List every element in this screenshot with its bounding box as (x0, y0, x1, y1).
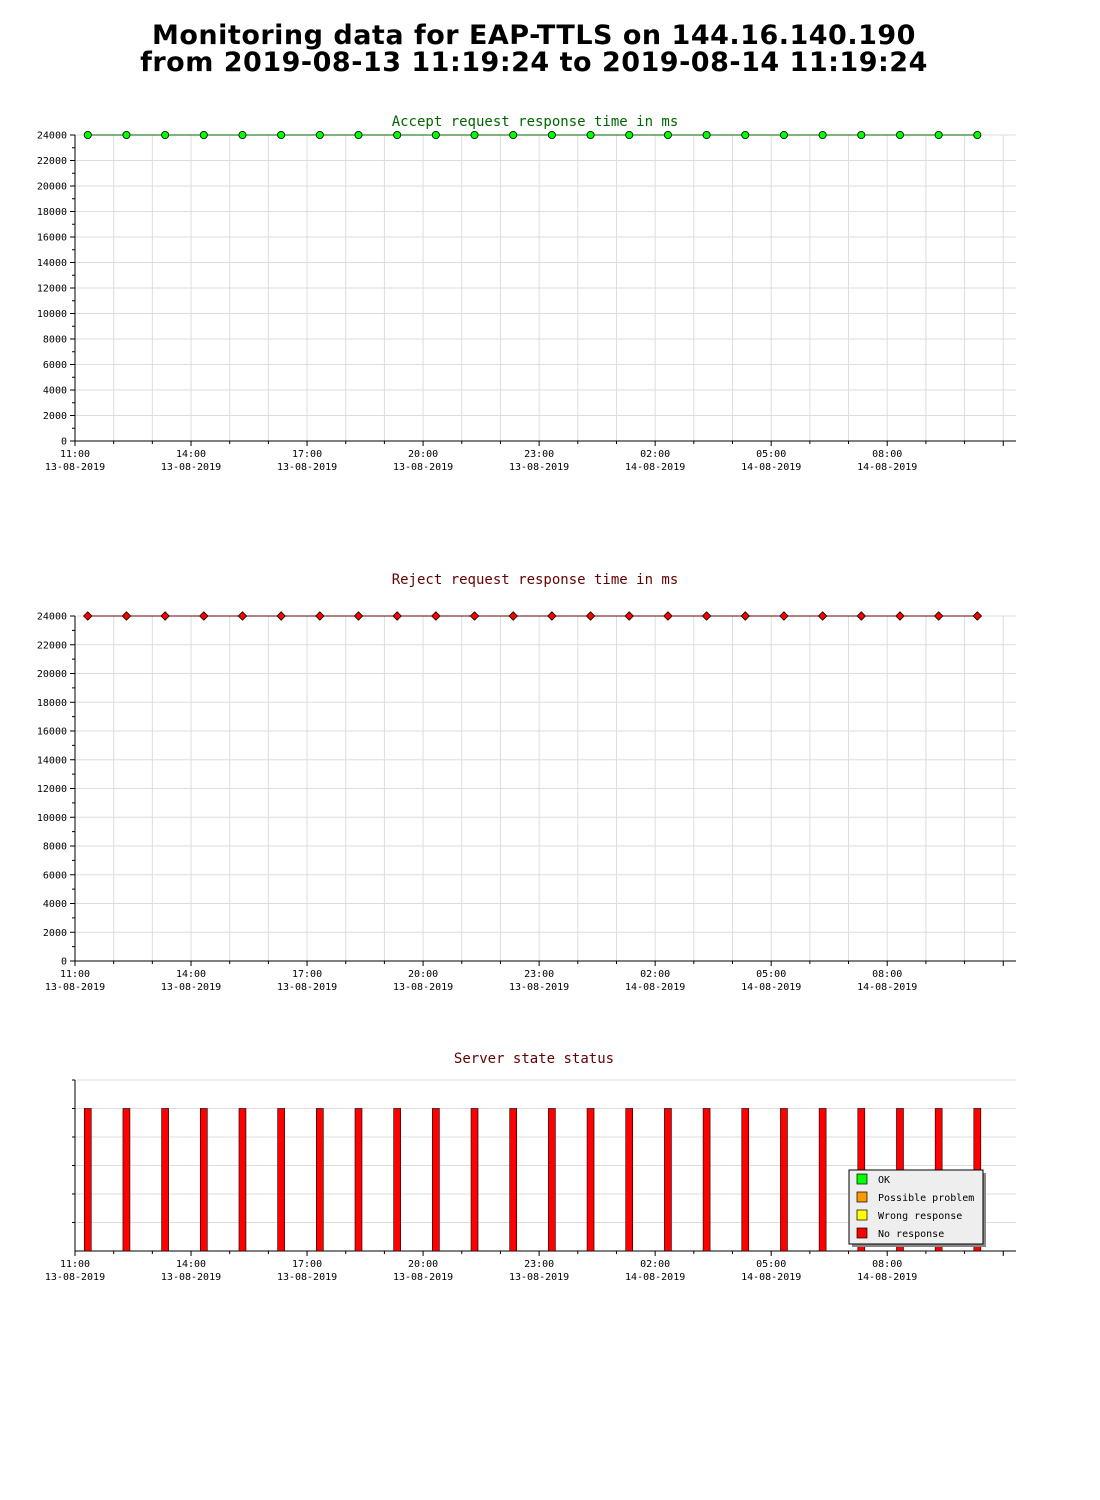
accept-x-tick-label: 11:00 (59, 449, 91, 460)
reject-x-date-label: 13-08-2019 (392, 982, 454, 993)
status-bar (742, 1109, 749, 1252)
accept-data-point (896, 131, 903, 138)
accept-data-point (355, 131, 362, 138)
legend-label: Possible problem (878, 1193, 975, 1204)
reject-y-tick-label: 0 (60, 956, 67, 968)
accept-y-tick-label: 0 (60, 436, 67, 448)
reject-x-date-label: 13-08-2019 (160, 982, 222, 993)
reject-y-tick-label: 2000 (42, 927, 67, 939)
status-x-date-label: 13-08-2019 (160, 1272, 222, 1283)
status-x-tick-label: 02:00 (640, 1259, 671, 1270)
reject-data-point (934, 612, 942, 620)
reject-data-point (354, 612, 362, 620)
accept-data-point (471, 131, 478, 138)
reject-data-point (470, 612, 478, 620)
accept-data-point (162, 131, 169, 138)
legend-swatch (857, 1228, 867, 1238)
reject-data-point (509, 612, 517, 620)
reject-data-point (818, 612, 826, 620)
status-bar (355, 1109, 362, 1252)
reject-x-tick-label: 20:00 (408, 969, 439, 980)
legend-label: No response (878, 1229, 945, 1240)
accept-y-tick-label: 18000 (36, 207, 67, 218)
reject-x-tick-label: 11:00 (59, 969, 91, 980)
reject-title: Reject request response time in ms (391, 572, 679, 588)
accept-x-date-label: 14-08-2019 (741, 462, 802, 473)
reject-x-date-label: 14-08-2019 (625, 982, 686, 993)
reject-y-tick-label: 14000 (36, 755, 67, 767)
status-bar (278, 1109, 285, 1252)
status-bar (239, 1109, 246, 1252)
accept-y-tick-label: 10000 (36, 309, 67, 320)
reject-y-tick-label: 4000 (42, 899, 67, 910)
status-bar (664, 1109, 671, 1252)
reject-data-point (973, 612, 981, 620)
status-x-tick-label: 20:00 (408, 1259, 439, 1270)
accept-x-tick-label: 14:00 (175, 449, 207, 460)
accept-y-tick-label: 14000 (36, 258, 67, 269)
accept-data-point (510, 131, 517, 138)
accept-data-point (432, 131, 439, 138)
reject-x-date-label: 13-08-2019 (509, 982, 570, 993)
reject-x-tick-label: 23:00 (524, 969, 555, 980)
accept-x-date-label: 13-08-2019 (276, 462, 338, 473)
accept-data-point (974, 131, 981, 138)
reject-data-point (277, 612, 285, 620)
reject-data-point (122, 612, 130, 620)
reject-x-tick-label: 17:00 (292, 969, 323, 980)
accept-x-tick-label: 17:00 (292, 449, 323, 460)
accept-x-date-label: 13-08-2019 (392, 462, 454, 473)
server-status-chart (0, 1040, 1100, 1300)
accept-data-point (200, 131, 207, 138)
reject-x-date-label: 14-08-2019 (741, 982, 802, 993)
status-x-date-label: 13-08-2019 (276, 1272, 338, 1283)
accept-data-point (742, 131, 749, 138)
reject-data-point (741, 612, 749, 620)
accept-y-tick-label: 16000 (36, 232, 67, 244)
reject-data-point (664, 612, 672, 620)
accept-data-point (858, 131, 865, 138)
status-bar (162, 1109, 169, 1252)
reject-x-tick-label: 05:00 (756, 969, 787, 980)
status-x-date-label: 13-08-2019 (509, 1272, 570, 1283)
status-bar (432, 1109, 439, 1252)
accept-y-tick-label: 8000 (42, 334, 67, 346)
accept-data-point (548, 131, 555, 138)
accept-data-point (394, 131, 401, 138)
status-bar (510, 1109, 517, 1252)
status-x-date-label: 14-08-2019 (857, 1272, 918, 1283)
status-x-tick-label: 14:00 (175, 1259, 207, 1270)
status-bar (84, 1109, 91, 1252)
reject-data-point (238, 612, 246, 620)
reject-y-tick-label: 22000 (36, 640, 67, 652)
reject-data-point (432, 612, 440, 620)
reject-data-point (84, 612, 92, 620)
accept-y-tick-label: 22000 (36, 156, 67, 167)
reject-x-date-label: 13-08-2019 (276, 982, 338, 993)
status-bar (316, 1109, 323, 1252)
page-title (0, 22, 1068, 76)
reject-y-tick-label: 18000 (36, 697, 67, 709)
accept-data-point (703, 131, 710, 138)
reject-data-point (702, 612, 710, 620)
reject-x-date-label: 13-08-2019 (44, 982, 106, 993)
accept-x-date-label: 14-08-2019 (625, 462, 686, 473)
reject-y-tick-label: 20000 (36, 669, 67, 680)
reject-x-date-label: 14-08-2019 (857, 982, 918, 993)
reject-data-point (393, 612, 401, 620)
reject-data-point (780, 612, 788, 620)
reject-y-tick-label: 12000 (36, 784, 67, 795)
reject-data-point (896, 612, 904, 620)
reject-data-point (548, 612, 556, 620)
status-x-date-label: 14-08-2019 (741, 1272, 802, 1283)
accept-x-date-label: 13-08-2019 (160, 462, 222, 473)
reject-x-tick-label: 14:00 (175, 969, 207, 980)
reject-y-tick-label: 6000 (42, 870, 67, 882)
status-bar (626, 1109, 633, 1252)
status-x-tick-label: 11:00 (59, 1259, 91, 1270)
status-bar (780, 1109, 787, 1252)
accept-x-date-label: 13-08-2019 (44, 462, 106, 473)
legend-swatch (857, 1174, 867, 1184)
status-bar (123, 1109, 130, 1252)
reject-x-tick-label: 02:00 (640, 969, 671, 980)
status-x-date-label: 13-08-2019 (392, 1272, 454, 1283)
accept-data-point (819, 131, 826, 138)
reject-y-tick-label: 8000 (42, 841, 67, 853)
accept-x-tick-label: 23:00 (524, 449, 555, 460)
reject-data-point (200, 612, 208, 620)
page-title-line2: from 2019-08-13 11:19:24 to 2019-08-14 11:19:24 (140, 47, 928, 78)
accept-y-tick-label: 6000 (42, 360, 67, 371)
accept-data-point (84, 131, 91, 138)
accept-response-chart (0, 105, 1100, 485)
status-bar (587, 1109, 594, 1252)
status-x-date-label: 14-08-2019 (625, 1272, 686, 1283)
accept-data-point (664, 131, 671, 138)
accept-y-tick-label: 2000 (42, 411, 67, 422)
reject-x-tick-label: 08:00 (872, 969, 903, 980)
accept-x-date-label: 13-08-2019 (509, 462, 570, 473)
accept-x-date-label: 14-08-2019 (857, 462, 918, 473)
reject-y-tick-label: 10000 (36, 812, 67, 824)
reject-response-chart (0, 565, 1100, 993)
status-x-tick-label: 17:00 (292, 1259, 323, 1270)
status-bar (819, 1109, 826, 1252)
accept-data-point (780, 131, 787, 138)
accept-data-point (316, 131, 323, 138)
status-x-tick-label: 08:00 (872, 1259, 903, 1270)
accept-y-tick-label: 24000 (36, 130, 67, 142)
accept-title: Accept request response time in ms (391, 114, 679, 130)
reject-y-tick-label: 24000 (36, 611, 67, 623)
status-x-date-label: 13-08-2019 (44, 1272, 106, 1283)
accept-data-point (239, 131, 246, 138)
status-title: Server state status (453, 1051, 615, 1067)
legend-swatch (857, 1210, 867, 1220)
status-bar (200, 1109, 207, 1252)
accept-data-point (626, 131, 633, 138)
accept-y-tick-label: 20000 (36, 181, 67, 193)
status-x-tick-label: 23:00 (524, 1259, 555, 1270)
accept-y-tick-label: 4000 (42, 385, 67, 397)
legend-label: OK (878, 1175, 891, 1186)
legend-swatch (857, 1192, 867, 1202)
reject-data-point (586, 612, 594, 620)
accept-x-tick-label: 05:00 (756, 449, 787, 460)
accept-data-point (935, 131, 942, 138)
reject-data-point (857, 612, 865, 620)
page-title-line1: Monitoring data for EAP-TTLS on 144.16.140.190 (152, 20, 916, 51)
accept-x-tick-label: 08:00 (872, 449, 903, 460)
accept-data-point (123, 131, 130, 138)
accept-data-point (587, 131, 594, 138)
accept-x-tick-label: 20:00 (408, 449, 439, 460)
status-bar (471, 1109, 478, 1252)
legend-label: Wrong response (878, 1211, 963, 1222)
status-bar (548, 1109, 555, 1252)
reject-data-point (161, 612, 169, 620)
accept-data-point (278, 131, 285, 138)
reject-data-point (625, 612, 633, 620)
reject-y-tick-label: 16000 (36, 726, 67, 738)
reject-data-point (316, 612, 324, 620)
status-x-tick-label: 05:00 (756, 1259, 787, 1270)
accept-y-tick-label: 12000 (36, 283, 67, 295)
status-bar (703, 1109, 710, 1252)
accept-x-tick-label: 02:00 (640, 449, 671, 460)
status-bar (394, 1109, 401, 1252)
